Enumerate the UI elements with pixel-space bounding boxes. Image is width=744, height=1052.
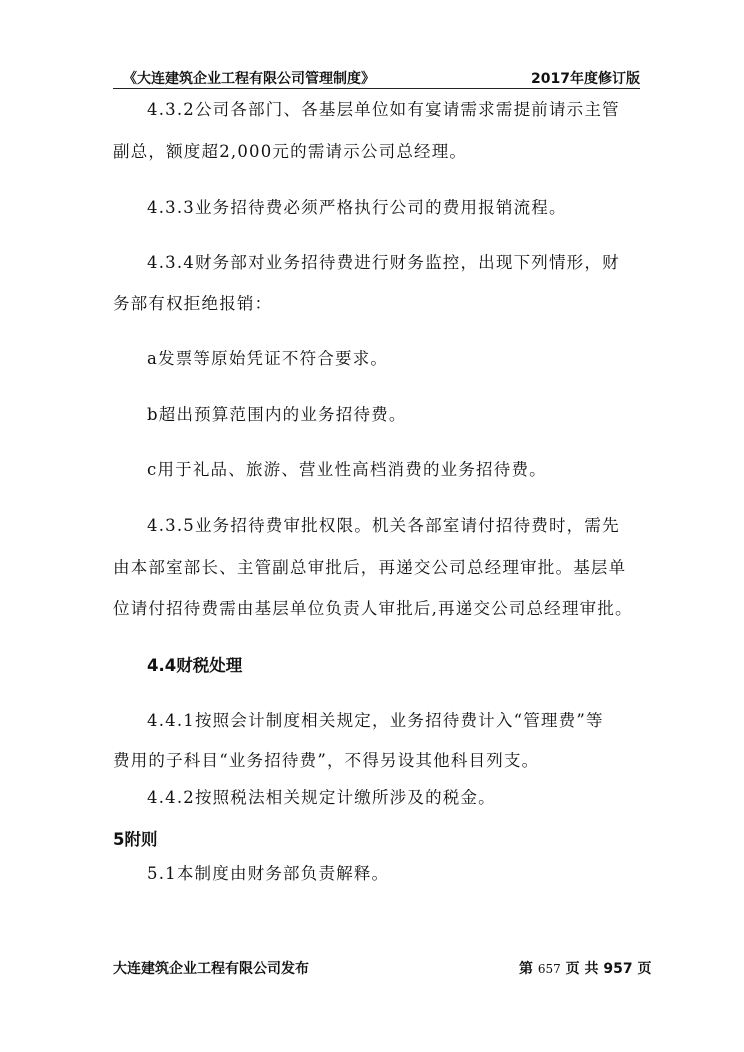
- page-suffix: 页: [637, 961, 652, 977]
- page-mid: 页 共: [565, 961, 599, 977]
- paragraph-5-1: 5.1本制度由财务部负责解释。: [147, 864, 390, 883]
- section-heading-4-4: 4.4财税处理: [147, 656, 243, 675]
- paragraph-4-4-2: 4.4.2按照税法相关规定计缴所涉及的税金。: [147, 788, 496, 807]
- footer-publisher: 大连建筑企业工程有限公司发布: [113, 961, 309, 977]
- page-number-current: 657: [537, 962, 561, 976]
- paragraph-4-3-2-line-1: 4.3.2公司各部门、各基层单位如有宴请需求需提前请示主管: [147, 100, 620, 119]
- footer-page-info: [519, 958, 652, 978]
- list-item-b: b超出预算范围内的业务招待费。: [147, 405, 407, 424]
- page-number-total: 957: [603, 961, 633, 977]
- paragraph-4-3-5-line-3: 位请付招待费需由基层单位负责人审批后,再递交公司总经理审批。: [113, 599, 633, 618]
- paragraph-4-3-5-line-1: 4.3.5业务招待费审批权限。机关各部室请付招待费时，需先: [147, 516, 620, 535]
- paragraph-4-3-2-line-2: 副总，额度超2,000元的需请示公司总经理。: [113, 142, 468, 161]
- edition-label: 2017年度修订版: [531, 71, 640, 87]
- paragraph-4-3-4-line-2: 务部有权拒绝报销：: [113, 294, 273, 313]
- paragraph-4-4-1-line-2: 费用的子科目“业务招待费”，不得另设其他科目列支。: [113, 751, 540, 770]
- paragraph-4-4-1-line-1: 4.4.1按照会计制度相关规定，业务招待费计入“管理费”等: [147, 711, 604, 730]
- paragraph-4-3-4-line-1: 4.3.4财务部对业务招待费进行财务监控，出现下列情形，财: [147, 253, 620, 272]
- paragraph-4-3-3: 4.3.3业务招待费必须严格执行公司的费用报销流程。: [147, 198, 567, 217]
- section-heading-5: 5附则: [113, 830, 158, 849]
- page-prefix: 第: [519, 961, 533, 977]
- paragraph-4-3-5-line-2: 由本部室部长、主管副总审批后，再递交公司总经理审批。基层单: [113, 558, 627, 577]
- list-item-a: a发票等原始凭证不符合要求。: [147, 349, 389, 368]
- document-title: 《大连建筑企业工程有限公司管理制度》: [123, 71, 375, 87]
- list-item-c: c用于礼品、旅游、营业性高档消费的业务招待费。: [147, 460, 547, 479]
